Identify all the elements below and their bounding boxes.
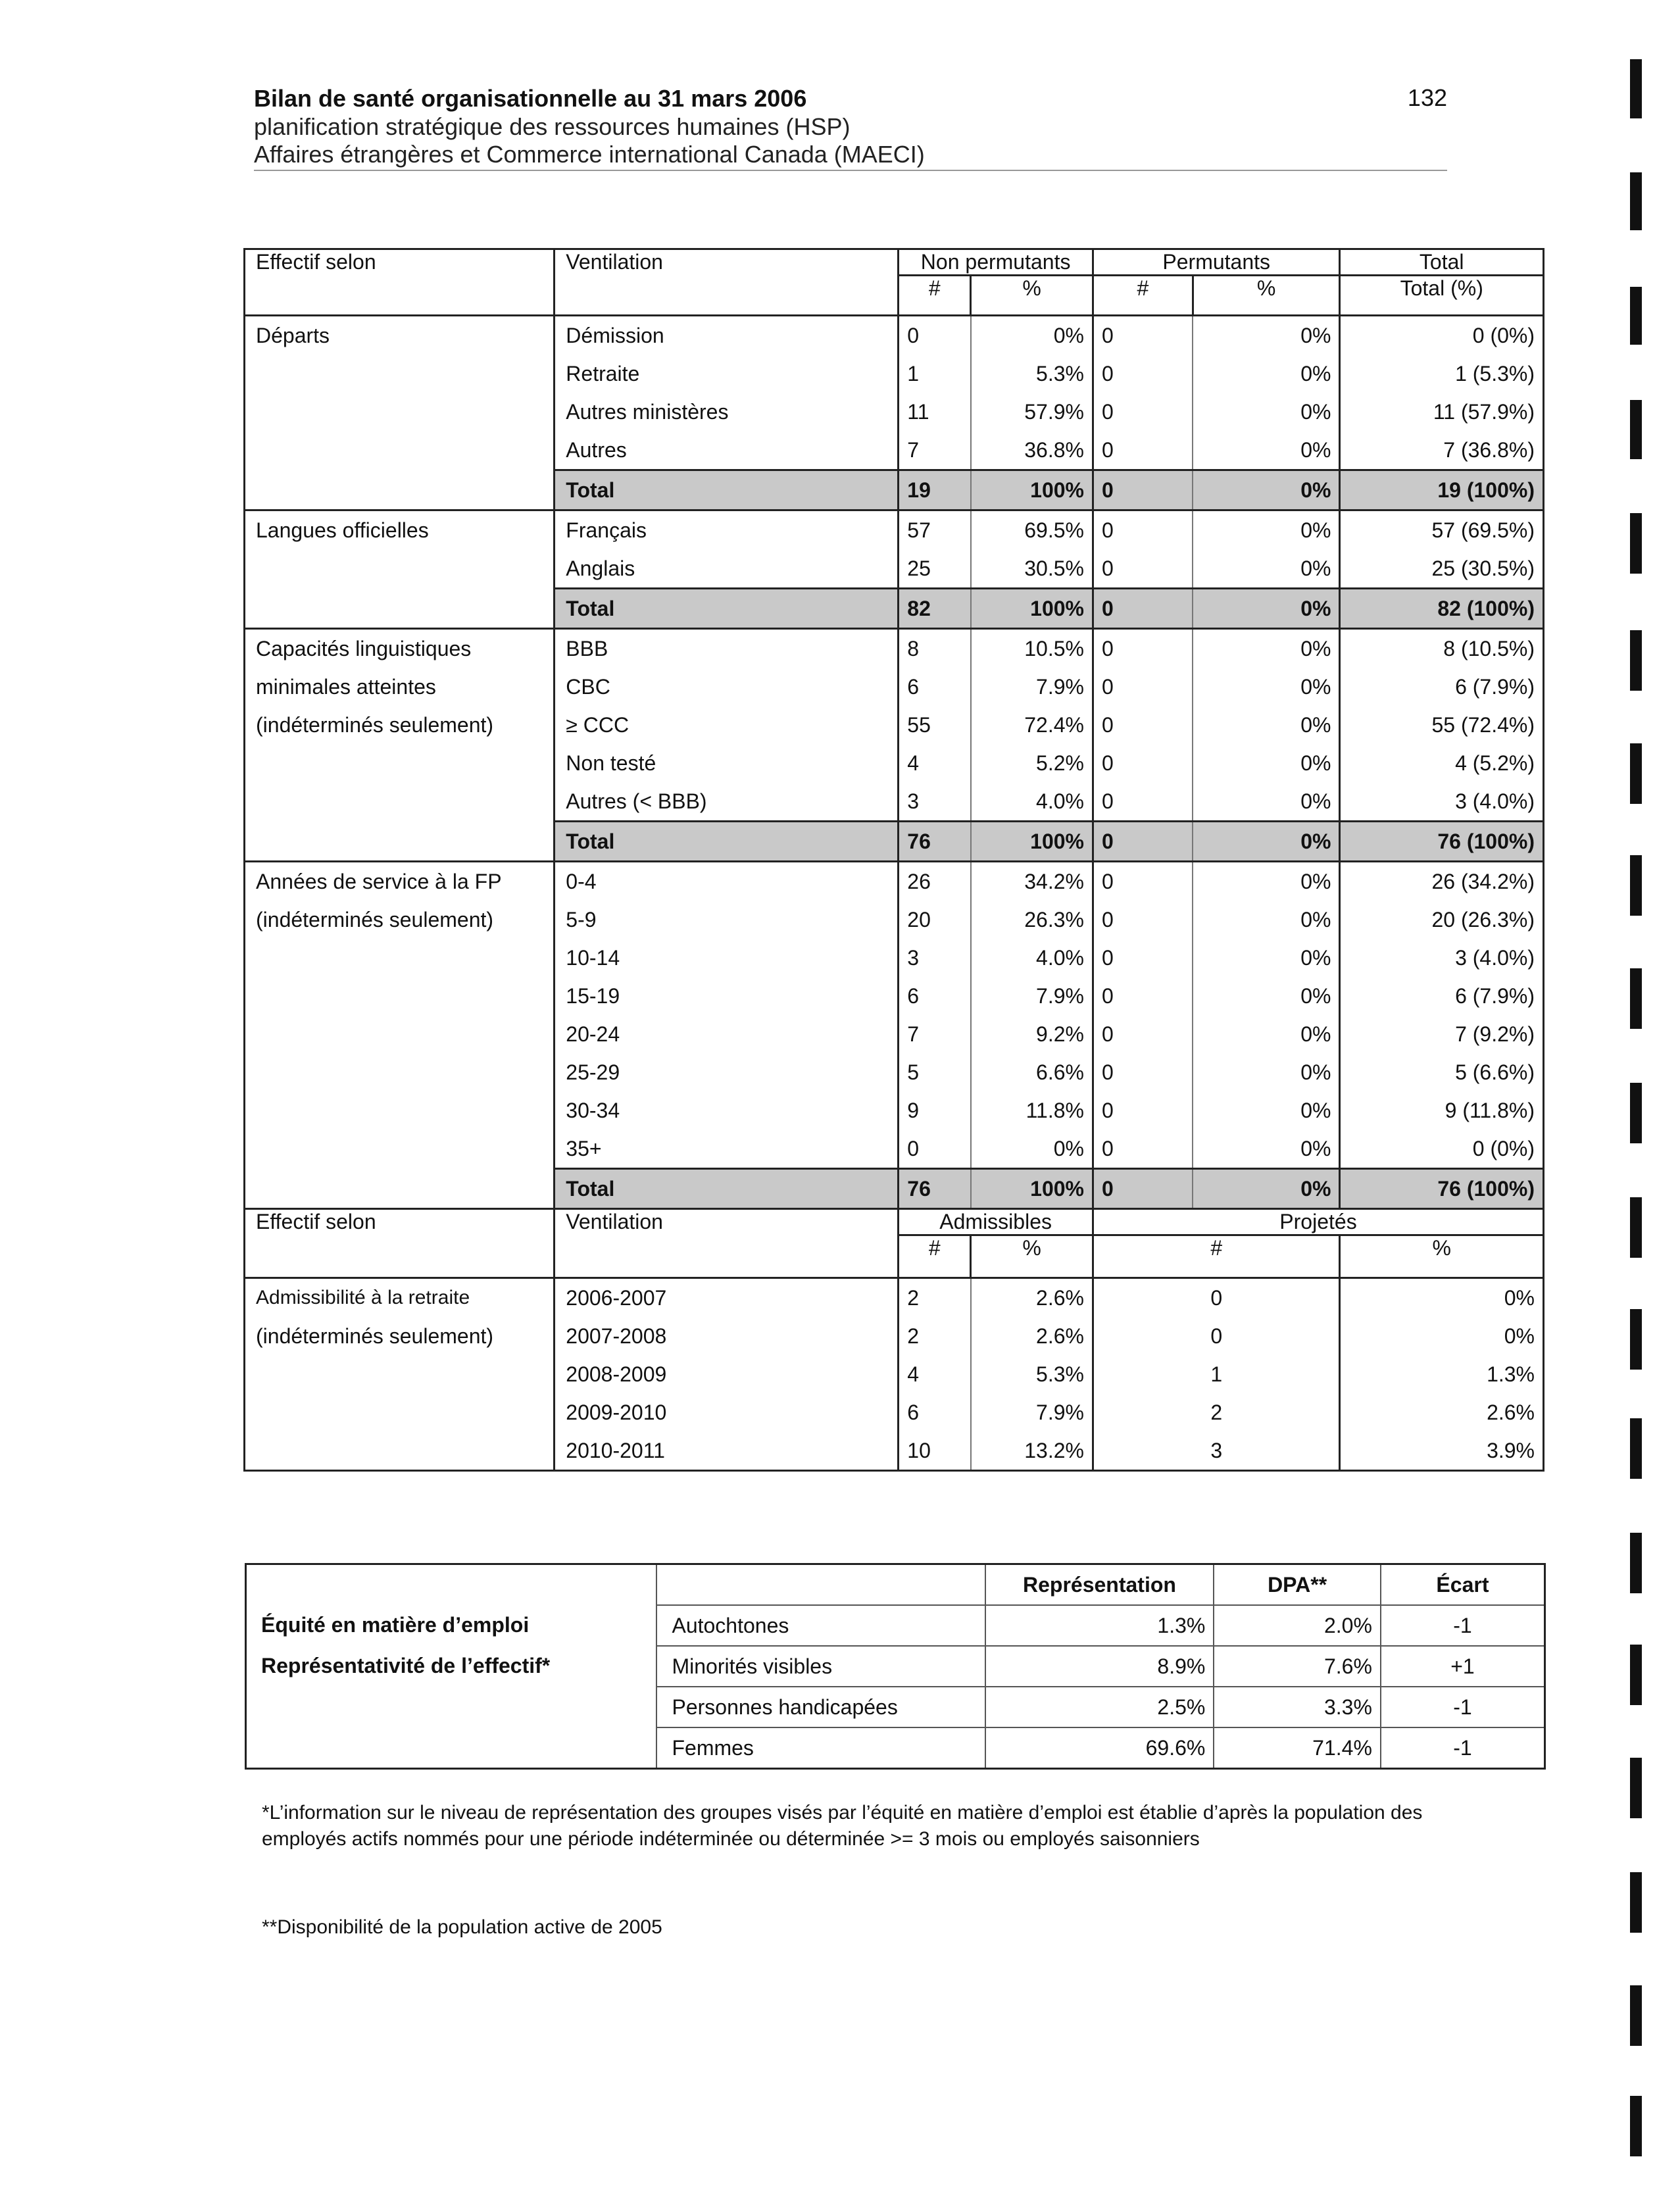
row-label: Anglais — [566, 557, 635, 580]
np-percent: 100% — [971, 822, 1093, 862]
col-ventilation: Ventilation — [555, 249, 899, 316]
np-percent: 5.2% — [971, 744, 1093, 782]
np-count: 6 — [899, 668, 971, 706]
edge-mark — [1630, 1309, 1642, 1370]
total-value: 19 (100%) — [1340, 470, 1544, 510]
row-label: 35+ — [566, 1137, 602, 1160]
p-percent: 0% — [1193, 510, 1340, 550]
edge-mark — [1630, 1985, 1642, 2046]
p-count: 0 — [1093, 977, 1193, 1015]
projected-count: 3 — [1093, 1431, 1339, 1471]
projected-count: 0 — [1093, 1317, 1339, 1355]
row-category — [245, 629, 555, 862]
p-count: 0 — [1093, 629, 1193, 668]
table-row — [246, 1646, 1545, 1687]
np-percent: 11.8% — [971, 1091, 1093, 1129]
header-row — [245, 1209, 1544, 1235]
p-count: 0 — [1093, 1053, 1193, 1091]
edge-mark — [1630, 1645, 1642, 1705]
total-value: 55 (72.4%) — [1340, 706, 1544, 744]
row-label: 2007-2008 — [566, 1324, 667, 1348]
admissible-count: 4 — [899, 1355, 971, 1393]
total-value: 8 (10.5%) — [1340, 629, 1544, 668]
col-projetes: Projetés — [1093, 1209, 1543, 1235]
edge-mark — [1630, 2096, 1642, 2156]
p-count: 0 — [1093, 1169, 1193, 1209]
np-percent: 7.9% — [971, 977, 1093, 1015]
np-percent: 30.5% — [971, 549, 1093, 589]
category-line: Années de service à la FP — [256, 870, 502, 893]
admissible-count: 2 — [899, 1278, 971, 1318]
total-value: 0 (0%) — [1340, 1129, 1544, 1169]
col-ecart: Écart — [1381, 1564, 1545, 1606]
row-label: Retraite — [566, 362, 640, 385]
np-count: 5 — [899, 1053, 971, 1091]
np-percent: 100% — [971, 589, 1093, 629]
np-count: 25 — [899, 549, 971, 589]
representativity-label: Représentativité de l’effectif* — [261, 1654, 551, 1677]
page-header — [254, 84, 1447, 168]
edge-mark — [1630, 1083, 1642, 1143]
edge-mark — [1630, 513, 1642, 574]
document-subtitle-2: Affaires étrangères et Commerce international Canada (MAECI) — [254, 141, 925, 168]
row-label: Autres (< BBB) — [566, 789, 707, 813]
table-row — [245, 862, 1544, 901]
p-count: 0 — [1093, 355, 1193, 393]
row-label: Français — [555, 510, 899, 550]
total-value: 3 (4.0%) — [1340, 939, 1544, 977]
np-count: 55 — [899, 706, 971, 744]
table-row — [245, 316, 1544, 355]
p-percent: 0% — [1193, 589, 1340, 629]
np-count: 0 — [899, 1129, 971, 1169]
row-label: 2006-2007 — [555, 1278, 899, 1318]
np-percent: 10.5% — [971, 629, 1093, 668]
admissible-percent: 2.6% — [971, 1278, 1093, 1318]
p-percent: 0% — [1193, 901, 1340, 939]
total-value: 7 (9.2%) — [1340, 1015, 1544, 1053]
edge-mark — [1630, 1418, 1642, 1479]
row-label: CBC — [566, 675, 610, 699]
row-label: 30-34 — [566, 1099, 620, 1122]
row-label: 2010-2011 — [555, 1431, 899, 1471]
np-count: 3 — [899, 939, 971, 977]
col-count: # — [1093, 1235, 1339, 1278]
p-count: 0 — [1093, 668, 1193, 706]
table-row — [245, 510, 1544, 550]
projected-percent: 3.9% — [1340, 1431, 1544, 1471]
p-count: 0 — [1093, 316, 1193, 355]
row-category — [245, 510, 555, 629]
p-percent: 0% — [1193, 862, 1340, 901]
np-percent: 4.0% — [971, 939, 1093, 977]
total-value: 11 (57.9%) — [1340, 393, 1544, 431]
np-percent: 34.2% — [971, 862, 1093, 901]
total-value: 6 (7.9%) — [1340, 668, 1544, 706]
document-title: Bilan de santé organisationnelle au 31 mars 2006 — [254, 85, 807, 112]
edge-mark — [1630, 1872, 1642, 1933]
np-count: 82 — [899, 589, 971, 629]
col-percent: % — [971, 276, 1093, 316]
p-percent: 0% — [1193, 1129, 1340, 1169]
np-count: 7 — [899, 1015, 971, 1053]
admissible-percent: 7.9% — [971, 1393, 1093, 1431]
edge-mark — [1630, 1758, 1642, 1818]
p-count: 0 — [1093, 1015, 1193, 1053]
total-value: 76 (100%) — [1340, 822, 1544, 862]
row-label: 2008-2009 — [566, 1362, 667, 1386]
representation-value: 8.9% — [985, 1646, 1214, 1687]
col-effectif: Effectif selon — [245, 249, 555, 316]
col-percent: % — [1193, 276, 1340, 316]
group-name: Minorités visibles — [656, 1646, 985, 1687]
col-permutants: Permutants — [1093, 249, 1339, 276]
p-percent: 0% — [1193, 431, 1340, 470]
representation-value: 69.6% — [985, 1727, 1214, 1769]
group-name: Autochtones — [656, 1605, 985, 1646]
workforce-table — [243, 248, 1544, 1472]
p-count: 0 — [1093, 1129, 1193, 1169]
np-percent: 57.9% — [971, 393, 1093, 431]
np-count: 20 — [899, 901, 971, 939]
table-row — [245, 629, 1544, 668]
edge-mark — [1630, 743, 1642, 804]
p-percent: 0% — [1193, 393, 1340, 431]
category-line: (indéterminés seulement) — [256, 908, 494, 931]
np-count: 0 — [899, 316, 971, 355]
dpa-value: 2.0% — [1214, 1605, 1381, 1646]
ecart-value: -1 — [1381, 1605, 1545, 1646]
equity-table — [245, 1563, 1546, 1770]
category-line: Langues officielles — [256, 518, 429, 542]
total-value: 26 (34.2%) — [1340, 862, 1544, 901]
dpa-value: 3.3% — [1214, 1687, 1381, 1727]
total-value: 0 (0%) — [1340, 316, 1544, 355]
p-count: 0 — [1093, 822, 1193, 862]
np-percent: 0% — [971, 1129, 1093, 1169]
total-value: 82 (100%) — [1340, 589, 1544, 629]
col-effectif: Effectif selon — [245, 1209, 555, 1278]
admissible-percent: 5.3% — [971, 1355, 1093, 1393]
row-label: BBB — [555, 629, 899, 668]
category-line: Admissibilité à la retraite — [256, 1287, 470, 1308]
edge-mark — [1630, 1197, 1642, 1258]
np-percent: 0% — [971, 316, 1093, 355]
page-number: 132 — [1407, 84, 1447, 111]
np-percent: 7.9% — [971, 668, 1093, 706]
p-count: 0 — [1093, 510, 1193, 550]
row-label: Autres ministères — [566, 400, 729, 424]
empty-label-cell — [246, 1727, 657, 1769]
p-count: 0 — [1093, 470, 1193, 510]
document-subtitle-1: planification stratégique des ressources humaines (HSP) — [254, 113, 851, 140]
p-count: 0 — [1093, 782, 1193, 822]
ecart-value: -1 — [1381, 1687, 1545, 1727]
col-representation: Représentation — [985, 1564, 1214, 1606]
dpa-value: 7.6% — [1214, 1646, 1381, 1687]
footnote-equity: *L’information sur le niveau de représentation des groupes visés par l’équité en matière d’emploi est établie d’après la population des employés actifs nommés pour une période indéterminée ou déterminée >= 3 mois ou employés saisonniers — [262, 1802, 1423, 1850]
col-count: # — [899, 276, 971, 316]
row-label: Non testé — [566, 751, 656, 775]
np-count: 1 — [899, 355, 971, 393]
edge-mark — [1630, 287, 1642, 345]
table-row — [246, 1605, 1545, 1646]
col-non-permutants: Non permutants — [899, 249, 1093, 276]
representation-value: 2.5% — [985, 1687, 1214, 1727]
p-percent: 0% — [1193, 668, 1340, 706]
projected-percent: 0% — [1340, 1278, 1544, 1318]
np-count: 76 — [899, 822, 971, 862]
projected-count: 1 — [1093, 1355, 1339, 1393]
col-admissibles: Admissibles — [899, 1209, 1093, 1235]
total-value: 9 (11.8%) — [1340, 1091, 1544, 1129]
p-count: 0 — [1093, 706, 1193, 744]
p-count: 0 — [1093, 393, 1193, 431]
np-count: 7 — [899, 431, 971, 470]
total-label: Total — [555, 470, 899, 510]
admissible-count: 2 — [899, 1317, 971, 1355]
col-count: # — [1093, 276, 1193, 316]
np-count: 26 — [899, 862, 971, 901]
np-percent: 6.6% — [971, 1053, 1093, 1091]
p-percent: 0% — [1193, 470, 1340, 510]
np-count: 9 — [899, 1091, 971, 1129]
total-value: 4 (5.2%) — [1340, 744, 1544, 782]
header-row — [246, 1564, 1545, 1606]
np-count: 8 — [899, 629, 971, 668]
category-line: (indéterminés seulement) — [256, 713, 494, 737]
group-name: Femmes — [656, 1727, 985, 1769]
edge-mark — [1630, 1533, 1642, 1593]
np-count: 6 — [899, 977, 971, 1015]
p-percent: 0% — [1193, 1169, 1340, 1209]
header-rule — [254, 170, 1447, 171]
p-percent: 0% — [1193, 1091, 1340, 1129]
edge-mark — [1630, 968, 1642, 1029]
np-count: 57 — [899, 510, 971, 550]
p-percent: 0% — [1193, 1053, 1340, 1091]
p-percent: 0% — [1193, 549, 1340, 589]
np-percent: 9.2% — [971, 1015, 1093, 1053]
col-count: # — [899, 1235, 971, 1278]
ecart-value: +1 — [1381, 1646, 1545, 1687]
table-row — [246, 1687, 1545, 1727]
p-count: 0 — [1093, 549, 1193, 589]
ecart-value: -1 — [1381, 1727, 1545, 1769]
p-count: 0 — [1093, 744, 1193, 782]
row-label: ≥ CCC — [566, 713, 630, 737]
category-line: Capacités linguistiques — [256, 637, 472, 660]
p-percent: 0% — [1193, 629, 1340, 668]
projected-count: 2 — [1093, 1393, 1339, 1431]
edge-mark — [1630, 400, 1642, 459]
total-value: 6 (7.9%) — [1340, 977, 1544, 1015]
p-count: 0 — [1093, 939, 1193, 977]
p-count: 0 — [1093, 589, 1193, 629]
total-value: 7 (36.8%) — [1340, 431, 1544, 470]
np-count: 19 — [899, 470, 971, 510]
admissible-percent: 2.6% — [971, 1317, 1093, 1355]
total-value: 25 (30.5%) — [1340, 549, 1544, 589]
group-name: Personnes handicapées — [656, 1687, 985, 1727]
total-value: 5 (6.6%) — [1340, 1053, 1544, 1091]
total-value: 20 (26.3%) — [1340, 901, 1544, 939]
np-percent: 4.0% — [971, 782, 1093, 822]
row-label: 0-4 — [555, 862, 899, 901]
table-row — [246, 1727, 1545, 1769]
total-label: Total — [555, 1169, 899, 1209]
p-percent: 0% — [1193, 316, 1340, 355]
np-percent: 26.3% — [971, 901, 1093, 939]
edge-mark — [1630, 630, 1642, 691]
col-ventilation: Ventilation — [555, 1209, 899, 1278]
projected-count: 0 — [1093, 1278, 1339, 1318]
projected-percent: 1.3% — [1340, 1355, 1544, 1393]
projected-percent: 2.6% — [1340, 1393, 1544, 1431]
p-percent: 0% — [1193, 1015, 1340, 1053]
row-label: 5-9 — [566, 908, 597, 931]
np-count: 3 — [899, 782, 971, 822]
empty-label-cell — [246, 1687, 657, 1727]
col-total-pct: Total (%) — [1340, 276, 1544, 316]
total-value: 76 (100%) — [1340, 1169, 1544, 1209]
p-count: 0 — [1093, 431, 1193, 470]
table-row — [245, 1278, 1544, 1318]
edge-mark — [1630, 59, 1642, 118]
admissible-count: 6 — [899, 1393, 971, 1431]
p-count: 0 — [1093, 901, 1193, 939]
row-label: 15-19 — [566, 984, 620, 1008]
np-percent: 36.8% — [971, 431, 1093, 470]
p-percent: 0% — [1193, 355, 1340, 393]
np-percent: 100% — [971, 470, 1093, 510]
footnote-dpa: **Disponibilité de la population active de 2005 — [262, 1916, 662, 1938]
header-row — [245, 249, 1544, 276]
row-category — [245, 862, 555, 1209]
col-dpa: DPA** — [1214, 1564, 1381, 1606]
p-percent: 0% — [1193, 822, 1340, 862]
total-label: Total — [555, 589, 899, 629]
row-label: 2009-2010 — [566, 1401, 667, 1424]
category-line: Départs — [256, 324, 330, 347]
row-label: 10-14 — [566, 946, 620, 970]
p-count: 0 — [1093, 862, 1193, 901]
row-label: 25-29 — [566, 1060, 620, 1084]
col-percent: % — [971, 1235, 1093, 1278]
category-line: minimales atteintes — [256, 675, 436, 699]
col-percent: % — [1340, 1235, 1544, 1278]
projected-percent: 0% — [1340, 1317, 1544, 1355]
representation-value: 1.3% — [985, 1605, 1214, 1646]
p-count: 0 — [1093, 1091, 1193, 1129]
p-percent: 0% — [1193, 977, 1340, 1015]
row-category — [245, 1278, 555, 1471]
np-count: 4 — [899, 744, 971, 782]
row-label: Démission — [555, 316, 899, 355]
equity-label: Équité en matière d’emploi — [261, 1613, 530, 1637]
row-category — [245, 316, 555, 510]
equity-label-cell — [246, 1564, 657, 1606]
row-label: 20-24 — [566, 1022, 620, 1046]
np-percent: 5.3% — [971, 355, 1093, 393]
edge-mark — [1630, 172, 1642, 230]
row-label: Autres — [566, 438, 627, 462]
edge-mark — [1630, 855, 1642, 916]
total-value: 3 (4.0%) — [1340, 782, 1544, 822]
admissible-count: 10 — [899, 1431, 971, 1471]
admissible-percent: 13.2% — [971, 1431, 1093, 1471]
p-percent: 0% — [1193, 744, 1340, 782]
np-percent: 69.5% — [971, 510, 1093, 550]
p-percent: 0% — [1193, 706, 1340, 744]
col-total: Total — [1340, 249, 1544, 276]
category-line: (indéterminés seulement) — [256, 1324, 494, 1348]
np-count: 11 — [899, 393, 971, 431]
np-count: 76 — [899, 1169, 971, 1209]
p-percent: 0% — [1193, 939, 1340, 977]
total-label: Total — [555, 822, 899, 862]
total-value: 1 (5.3%) — [1340, 355, 1544, 393]
total-value: 57 (69.5%) — [1340, 510, 1544, 550]
empty-header-cell — [656, 1564, 985, 1606]
np-percent: 100% — [971, 1169, 1093, 1209]
p-percent: 0% — [1193, 782, 1340, 822]
np-percent: 72.4% — [971, 706, 1093, 744]
dpa-value: 71.4% — [1214, 1727, 1381, 1769]
